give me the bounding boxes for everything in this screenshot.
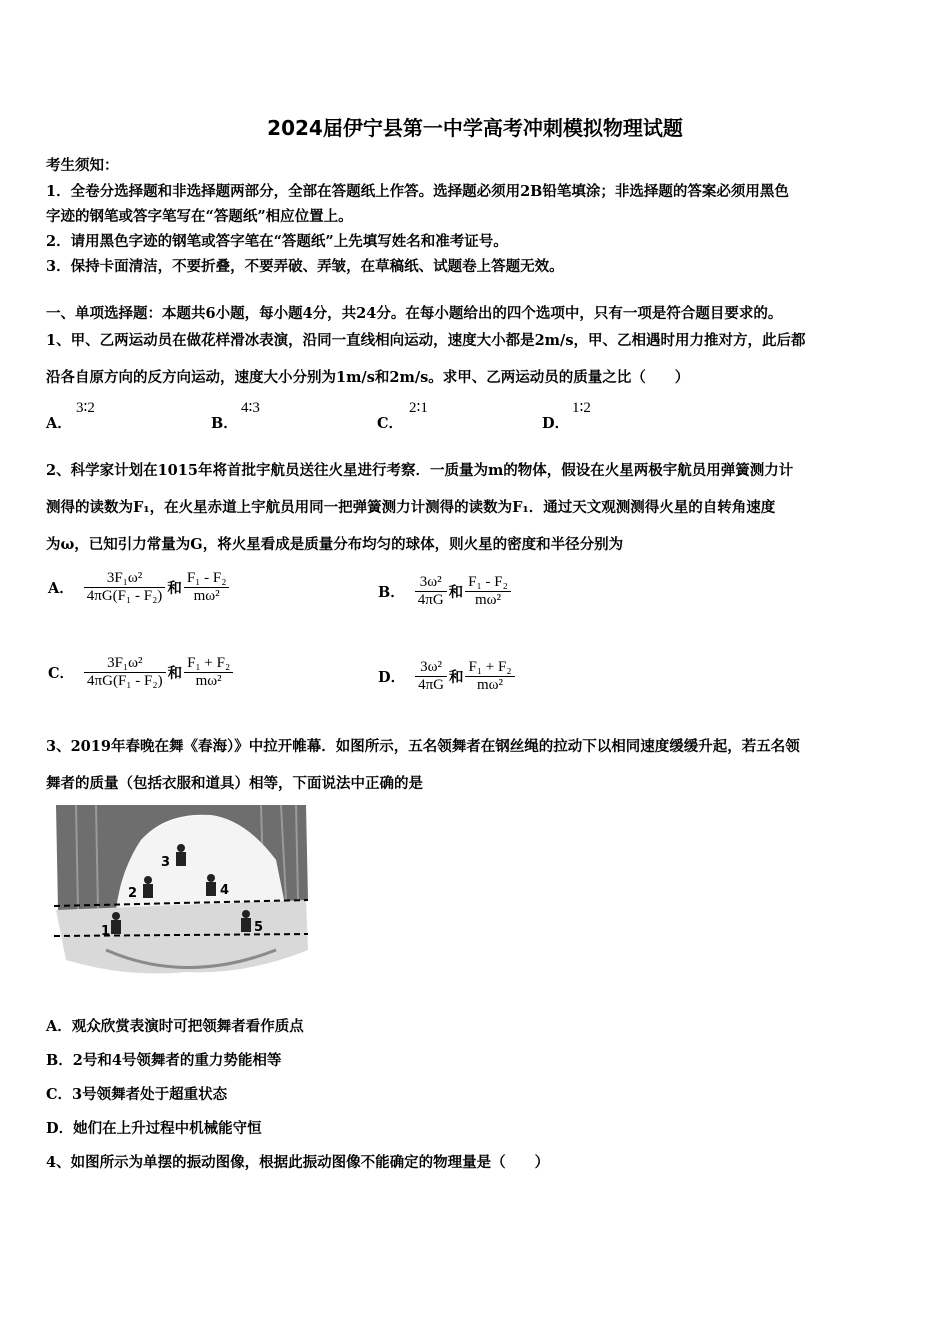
q3-option-c[interactable]: C．3号领舞者处于超重状态 [46, 1086, 228, 1103]
and-text: 和 [448, 584, 464, 601]
denominator: mω² [474, 592, 502, 608]
option-label: C． [377, 415, 404, 432]
radius-fraction [184, 655, 233, 690]
density-fraction [415, 659, 447, 694]
option-label: B． [378, 584, 405, 601]
notice-line-1b: 字迹的钢笔或答字笔写在“答题纸”相应位置上。 [46, 208, 353, 225]
and-text: 和 [167, 665, 183, 682]
option-value: 3∶2 [76, 400, 95, 416]
q2-line-3: 为ω，已知引力常量为G，将火星看成是质量分布均匀的球体，则火星的密度和半径分别为 [46, 536, 624, 553]
numerator: 3F₁ω² [84, 655, 166, 673]
q4-line-1: 4、如图所示为单摆的振动图像，根据此振动图像不能确定的物理量是（ ） [46, 1154, 550, 1171]
radius-fraction [465, 659, 514, 694]
option-label: B． [211, 415, 238, 432]
numerator: 3ω² [415, 659, 447, 677]
denominator: 4πG [417, 592, 444, 608]
notice-heading: 考生须知： [46, 157, 119, 174]
dancer-label-2: 2 [128, 886, 138, 901]
q2-option-d[interactable] [376, 659, 515, 694]
denominator: mω² [195, 673, 222, 689]
option-label: A． [46, 415, 72, 432]
numerator: F₁ - F₂ [184, 570, 230, 588]
notice-line-2: 2．请用黑色字迹的钢笔或答字笔在“答题纸”上先填写姓名和准考证号。 [46, 233, 508, 250]
numerator: 3F₁ω² [84, 570, 166, 588]
q3-option-d[interactable]: D．她们在上升过程中机械能守恒 [46, 1120, 262, 1137]
option-label: D． [542, 415, 570, 432]
stage-photo-figure [46, 800, 312, 980]
dancer-label-3: 3 [161, 855, 171, 870]
option-label: A． [48, 580, 74, 597]
numerator: 3ω² [415, 574, 447, 592]
density-fraction [84, 570, 166, 605]
q2-line-1: 2、科学家计划在1015年将首批宇航员送往火星进行考察．一质量为m的物体，假设在火星两极宇航员用弹簧测力计 [46, 462, 794, 479]
and-text: 和 [167, 580, 182, 597]
option-label: D． [378, 669, 406, 686]
notice-line-3: 3．保持卡面清洁，不要折叠，不要弄破、弄皱，在草稿纸、试题卷上答题无效。 [46, 258, 564, 275]
dancer-label-5: 5 [254, 920, 264, 935]
numerator: F₁ + F₂ [184, 655, 233, 673]
density-fraction [415, 574, 447, 609]
denominator: 4πG [418, 677, 444, 693]
q3-option-a[interactable]: A．观众欣赏表演时可把领舞者看作质点 [46, 1018, 304, 1035]
q2-option-c[interactable] [46, 655, 233, 690]
q3-option-b[interactable]: B．2号和4号领舞者的重力势能相等 [46, 1052, 282, 1069]
option-label: C． [48, 665, 75, 682]
q3-line-2: 舞者的质量（包括衣服和道具）相等，下面说法中正确的是 [46, 775, 423, 792]
denominator: 4πG(F₁ - F₂) [86, 588, 163, 604]
radius-fraction [465, 574, 511, 609]
radius-fraction [184, 570, 230, 605]
option-value: 1∶2 [572, 400, 591, 416]
page-title: 2024届伊宁县第一中学高考冲刺模拟物理试题 [267, 116, 683, 140]
denominator: mω² [193, 588, 220, 604]
q1-line-1: 1、甲、乙两运动员在做花样滑冰表演，沿同一直线相向运动，速度大小都是2m/s，甲、乙相遇时用力推对方，此后都 [46, 332, 806, 349]
option-value: 2∶1 [409, 400, 428, 416]
q1-line-2: 沿各自原方向的反方向运动，速度大小分别为1m/s和2m/s。求甲、乙两运动员的质量之比（ ） [46, 369, 690, 386]
density-fraction [84, 655, 166, 690]
q3-line-1: 3、2019年春晚在舞《春海）》中拉开帷幕．如图所示，五名领舞者在钢丝绳的拉动下以相同速度缓缓升起，若五名领 [46, 738, 800, 755]
option-value: 4∶3 [241, 400, 260, 416]
q2-option-a[interactable] [46, 570, 229, 605]
dancer-label-4: 4 [220, 883, 230, 898]
numerator: F₁ + F₂ [465, 659, 514, 677]
denominator: 4πG(F₁ - F₂) [87, 673, 163, 689]
section-heading: 一、单项选择题：本题共6小题，每小题4分，共24分。在每小题给出的四个选项中，只有一项是符合题目要求的。 [46, 305, 783, 322]
dancer-label-1: 1 [101, 924, 111, 939]
q2-option-b[interactable] [376, 574, 511, 609]
numerator: F₁ - F₂ [465, 574, 511, 592]
and-text: 和 [448, 669, 464, 686]
notice-line-1a: 1．全卷分选择题和非选择题两部分，全部在答题纸上作答。选择题必须用2B铅笔填涂；非选择题的答案必须用黑色 [46, 183, 789, 200]
q2-line-2: 测得的读数为F₁，在火星赤道上宇航员用同一把弹簧测力计测得的读数为F₁．通过天文观测测得火星的自转角速度 [46, 499, 776, 516]
denominator: mω² [477, 677, 504, 693]
